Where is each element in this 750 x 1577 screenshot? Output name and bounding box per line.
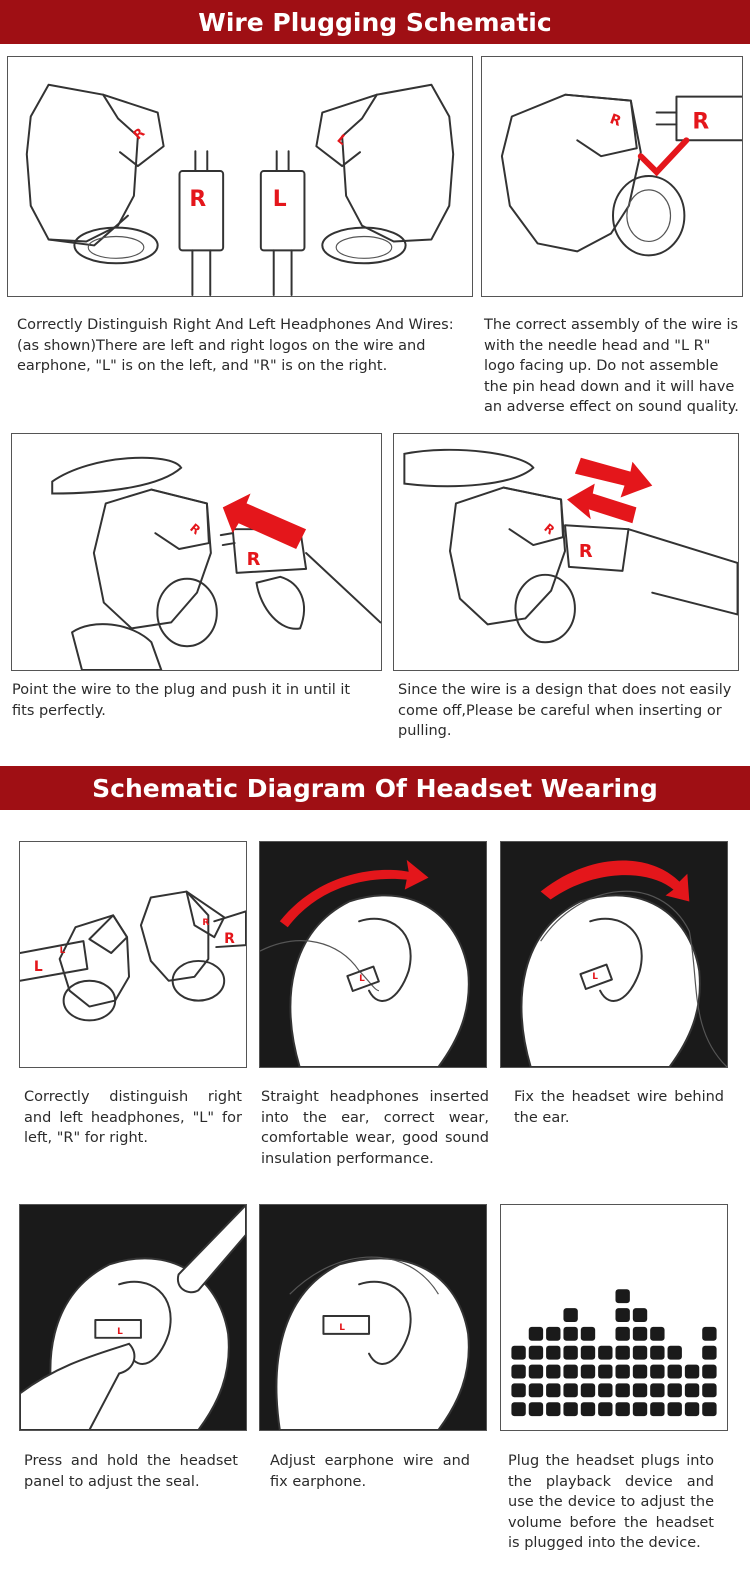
volume-bars-illustration: [500, 1204, 728, 1431]
volume-block: [598, 1383, 612, 1397]
volume-block: [598, 1346, 612, 1360]
volume-block: [633, 1327, 647, 1341]
volume-block: [511, 1365, 525, 1379]
wear-step-6-caption: Plug the headset plugs into the playback device and use the device to adjust the volume before the headset is plugged into the device.: [508, 1453, 714, 1551]
assembly-earphone-mark: R: [607, 111, 624, 130]
volume-block: [615, 1327, 629, 1341]
wear-earphone-right-mark: R: [202, 918, 210, 929]
volume-block: [615, 1383, 629, 1397]
volume-block: [563, 1308, 577, 1322]
wear-plug-left-mark: L: [33, 958, 43, 975]
wear-step-2-caption: Straight headphones inserted into the ear, correct wear, comfortable wear, good sound insulation performance.: [261, 1089, 489, 1167]
wear-step-5-caption: Adjust earphone wire and fix earphone.: [270, 1453, 470, 1490]
volume-block: [546, 1346, 560, 1360]
volume-block: [546, 1383, 560, 1397]
checkmark-icon: [641, 140, 687, 172]
plug-left-mark: L: [272, 186, 287, 212]
push-in-illustration: [11, 433, 382, 671]
wire-step-3-caption: Point the wire to the plug and push it in until it fits perfectly.: [12, 682, 351, 719]
careful-plug-mark: R: [578, 540, 593, 562]
wear-behind-ear-illustration: [500, 841, 728, 1068]
wear-behind-mark: L: [592, 971, 598, 982]
volume-block: [633, 1346, 647, 1360]
volume-block: [598, 1402, 612, 1416]
volume-block: [581, 1346, 595, 1360]
volume-block: [615, 1365, 629, 1379]
wear-step-1-caption: Correctly distinguish right and left headphones, "L" for left, "R" for right.: [24, 1089, 242, 1146]
volume-block: [546, 1365, 560, 1379]
wear-step-4-caption: Press and hold the headset panel to adjust the seal.: [24, 1453, 238, 1490]
volume-block: [581, 1402, 595, 1416]
volume-block: [511, 1383, 525, 1397]
volume-block: [650, 1327, 664, 1341]
volume-block: [563, 1365, 577, 1379]
volume-block: [633, 1402, 647, 1416]
volume-block: [702, 1327, 716, 1341]
careful-earphone-mark: R: [541, 520, 558, 538]
volume-block: [511, 1346, 525, 1360]
volume-block: [529, 1327, 543, 1341]
volume-block: [615, 1308, 629, 1322]
volume-block: [650, 1383, 664, 1397]
volume-block: [702, 1402, 716, 1416]
earphone-left-mark: L: [333, 131, 350, 149]
earphone-right-mark: R: [130, 125, 149, 144]
volume-block: [563, 1327, 577, 1341]
volume-block: [581, 1383, 595, 1397]
volume-block: [668, 1383, 682, 1397]
wear-press-illustration: [19, 1204, 247, 1431]
careful-pull-illustration: [393, 433, 739, 671]
wire-step-2-caption: The correct assembly of the wire is with the needle head and "L R" logo facing up. Do not assemble the pin head down and it will have an adverse effect on sound quality.: [484, 317, 739, 415]
volume-block: [529, 1402, 543, 1416]
wear-insert-illustration: [259, 841, 487, 1068]
wire-step-1-caption: Correctly Distinguish Right And Left Headphones And Wires: (as shown)There are left and right logos on the wire and earphone, "L" is on the left, and "R" is on the right.: [17, 317, 454, 374]
volume-block: [546, 1402, 560, 1416]
volume-block: [563, 1346, 577, 1360]
push-plug-mark: R: [246, 548, 261, 570]
wear-insert-mark: L: [359, 973, 365, 984]
volume-block: [615, 1289, 629, 1303]
plug-right-mark: R: [189, 186, 207, 212]
volume-block: [529, 1383, 543, 1397]
volume-block: [668, 1402, 682, 1416]
volume-block: [598, 1365, 612, 1379]
volume-block: [633, 1383, 647, 1397]
volume-block: [685, 1365, 699, 1379]
volume-block: [633, 1308, 647, 1322]
volume-block: [563, 1383, 577, 1397]
volume-block: [581, 1365, 595, 1379]
push-arrow-icon: [223, 493, 306, 549]
volume-block: [581, 1327, 595, 1341]
volume-block: [546, 1327, 560, 1341]
volume-block: [650, 1346, 664, 1360]
push-earphone-mark: R: [187, 520, 204, 538]
wear-adjust-mark: L: [339, 1322, 345, 1333]
wear-earphone-left-mark: L: [59, 946, 66, 957]
headset-wearing-title: Schematic Diagram Of Headset Wearing: [0, 766, 750, 810]
volume-block: [563, 1402, 577, 1416]
volume-block: [685, 1402, 699, 1416]
volume-block: [615, 1346, 629, 1360]
volume-block: [702, 1383, 716, 1397]
correct-assembly-illustration: [481, 56, 743, 297]
volume-block: [668, 1346, 682, 1360]
volume-block: [511, 1402, 525, 1416]
wire-plugging-title: Wire Plugging Schematic: [0, 0, 750, 44]
wear-step-3-caption: Fix the headset wire behind the ear.: [514, 1089, 724, 1126]
wear-lr-illustration: [19, 841, 247, 1068]
volume-block: [529, 1346, 543, 1360]
volume-block: [685, 1383, 699, 1397]
wear-press-mark: L: [117, 1326, 123, 1337]
volume-block: [650, 1365, 664, 1379]
volume-block: [615, 1402, 629, 1416]
volume-block: [650, 1402, 664, 1416]
wire-step-4-caption: Since the wire is a design that does not easily come off,Please be careful when inserting or pulling.: [398, 682, 732, 739]
volume-block: [702, 1346, 716, 1360]
lr-distinguish-illustration: [7, 56, 473, 297]
volume-block: [702, 1365, 716, 1379]
assembly-plug-mark: R: [692, 109, 710, 135]
wear-plug-right-mark: R: [224, 931, 235, 948]
volume-block: [529, 1365, 543, 1379]
volume-block: [668, 1365, 682, 1379]
volume-block: [633, 1365, 647, 1379]
wear-adjust-illustration: [259, 1204, 487, 1431]
